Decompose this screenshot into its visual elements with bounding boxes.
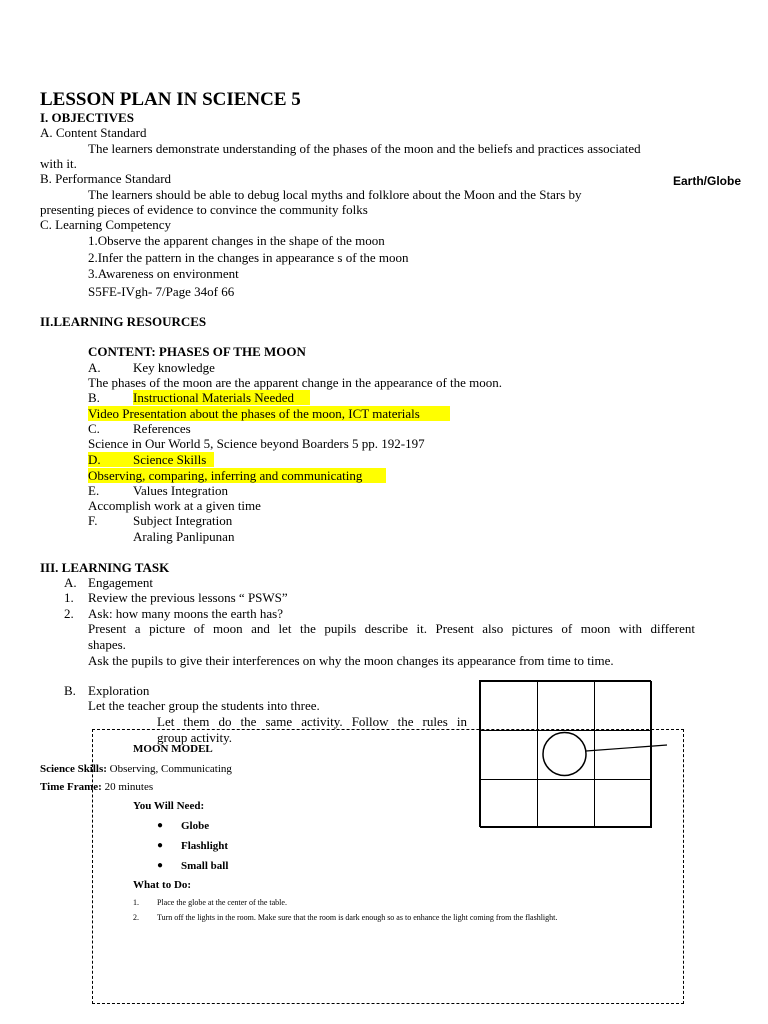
science-skills-text: Observing, comparing, inferring and communicating — [88, 468, 386, 483]
objectives-heading: I. OBJECTIVES — [40, 110, 134, 125]
content-standard-label: A. Content Standard — [40, 125, 147, 140]
step-item: Place the globe at the center of the table. — [157, 898, 287, 907]
references-label: References — [133, 421, 191, 436]
skills-value: Observing, Communicating — [106, 763, 232, 775]
step-number: 2. — [133, 913, 139, 922]
bullet-icon: ● — [157, 860, 164, 871]
task-number: 1. — [64, 590, 74, 605]
moon-model-title: MOON MODEL — [133, 743, 213, 755]
earth-globe-label: Earth/Globe — [673, 174, 742, 188]
performance-standard-text-cont: presenting pieces of evidence to convince the community folks — [40, 202, 368, 217]
present-text: Present a picture of moon and let the pupils describe it. Present also pictures of moon with different — [88, 621, 695, 636]
engagement-item: Review the previous lessons “ PSWS” — [88, 590, 288, 605]
need-heading: You Will Need: — [133, 800, 205, 812]
competency-code: S5FE-IVgh- 7/Page 34of 66 — [88, 284, 235, 299]
values-text: Accomplish work at a given time — [88, 498, 261, 513]
materials-label: Instructional Materials Needed — [133, 390, 310, 405]
engagement-label: Engagement — [88, 575, 153, 590]
resources-heading: II.LEARNING RESOURCES — [40, 314, 207, 329]
subject-integration-text: Araling Panlipunan — [133, 529, 235, 544]
resource-letter: F. — [88, 513, 98, 528]
what-heading: What to Do: — [133, 879, 192, 891]
learning-competency-label: C. Learning Competency — [40, 217, 172, 232]
activity-text-cont: group activity. — [157, 730, 232, 745]
time-value: 20 minutes — [101, 781, 154, 793]
competency-item: 1.Observe the apparent changes in the shape of the moon — [88, 233, 385, 248]
step-number: 1. — [133, 898, 139, 907]
bullet-icon: ● — [157, 820, 164, 831]
content-heading: CONTENT: PHASES OF THE MOON — [88, 344, 306, 359]
task-number: 2. — [64, 606, 74, 621]
science-skills-label: Science Skills — [133, 452, 214, 467]
references-text: Science in Our World 5, Science beyond Boarders 5 pp. 192-197 — [88, 436, 425, 451]
resource-letter: C. — [88, 421, 100, 436]
key-knowledge-text: The phases of the moon are the apparent change in the appearance of the moon. — [88, 375, 503, 390]
resource-letter: A. — [88, 360, 101, 375]
moon-model-skills — [40, 763, 232, 776]
need-item-small-ball: Small ball — [181, 860, 229, 872]
engagement-item: Ask: how many moons the earth has? — [88, 606, 283, 621]
resource-letter: B. — [88, 390, 100, 405]
exploration-label: Exploration — [88, 683, 150, 698]
task-letter: B. — [64, 683, 76, 698]
page-title: LESSON PLAN IN SCIENCE 5 — [40, 89, 301, 110]
present-text-cont: shapes. — [88, 637, 126, 652]
resource-letter: D. — [88, 452, 134, 467]
group-text: Let the teacher group the students into three. — [88, 698, 320, 713]
ask-text: Ask the pupils to give their interferences on why the moon changes its appearance from time to time. — [88, 653, 614, 668]
task-heading: III. LEARNING TASK — [40, 560, 170, 575]
performance-standard-label: B. Performance Standard — [40, 171, 172, 186]
content-standard-text: The learners demonstrate understanding of the phases of the moon and the beliefs and practices associated — [88, 141, 641, 156]
content-standard-text-cont: with it. — [40, 156, 77, 171]
need-item-globe: Globe — [181, 820, 210, 832]
values-label: Values Integration — [133, 483, 228, 498]
step-item: Turn off the lights in the room. Make sure that the room is dark enough so as to enhance the light coming from the flashlight. — [157, 913, 558, 922]
activity-text: Let them do the same activity. Follow the rules in — [157, 714, 467, 729]
skills-label: Science Skills: — [40, 763, 107, 775]
key-knowledge-label: Key knowledge — [133, 360, 215, 375]
competency-item: 3.Awareness on environment — [88, 266, 239, 281]
task-letter: A. — [64, 575, 77, 590]
subject-integration-label: Subject Integration — [133, 513, 233, 528]
bullet-icon: ● — [157, 840, 164, 851]
competency-item: 2.Infer the pattern in the changes in appearance s of the moon — [88, 250, 409, 265]
resource-letter: E. — [88, 483, 100, 498]
moon-model-time — [40, 781, 153, 794]
need-item-flashlight: Flashlight — [181, 840, 229, 852]
time-label: Time Frame: — [40, 781, 102, 793]
materials-text: Video Presentation about the phases of the moon, ICT materials — [88, 406, 450, 421]
performance-standard-text: The learners should be able to debug local myths and folklore about the Moon and the Stars by — [88, 187, 582, 202]
